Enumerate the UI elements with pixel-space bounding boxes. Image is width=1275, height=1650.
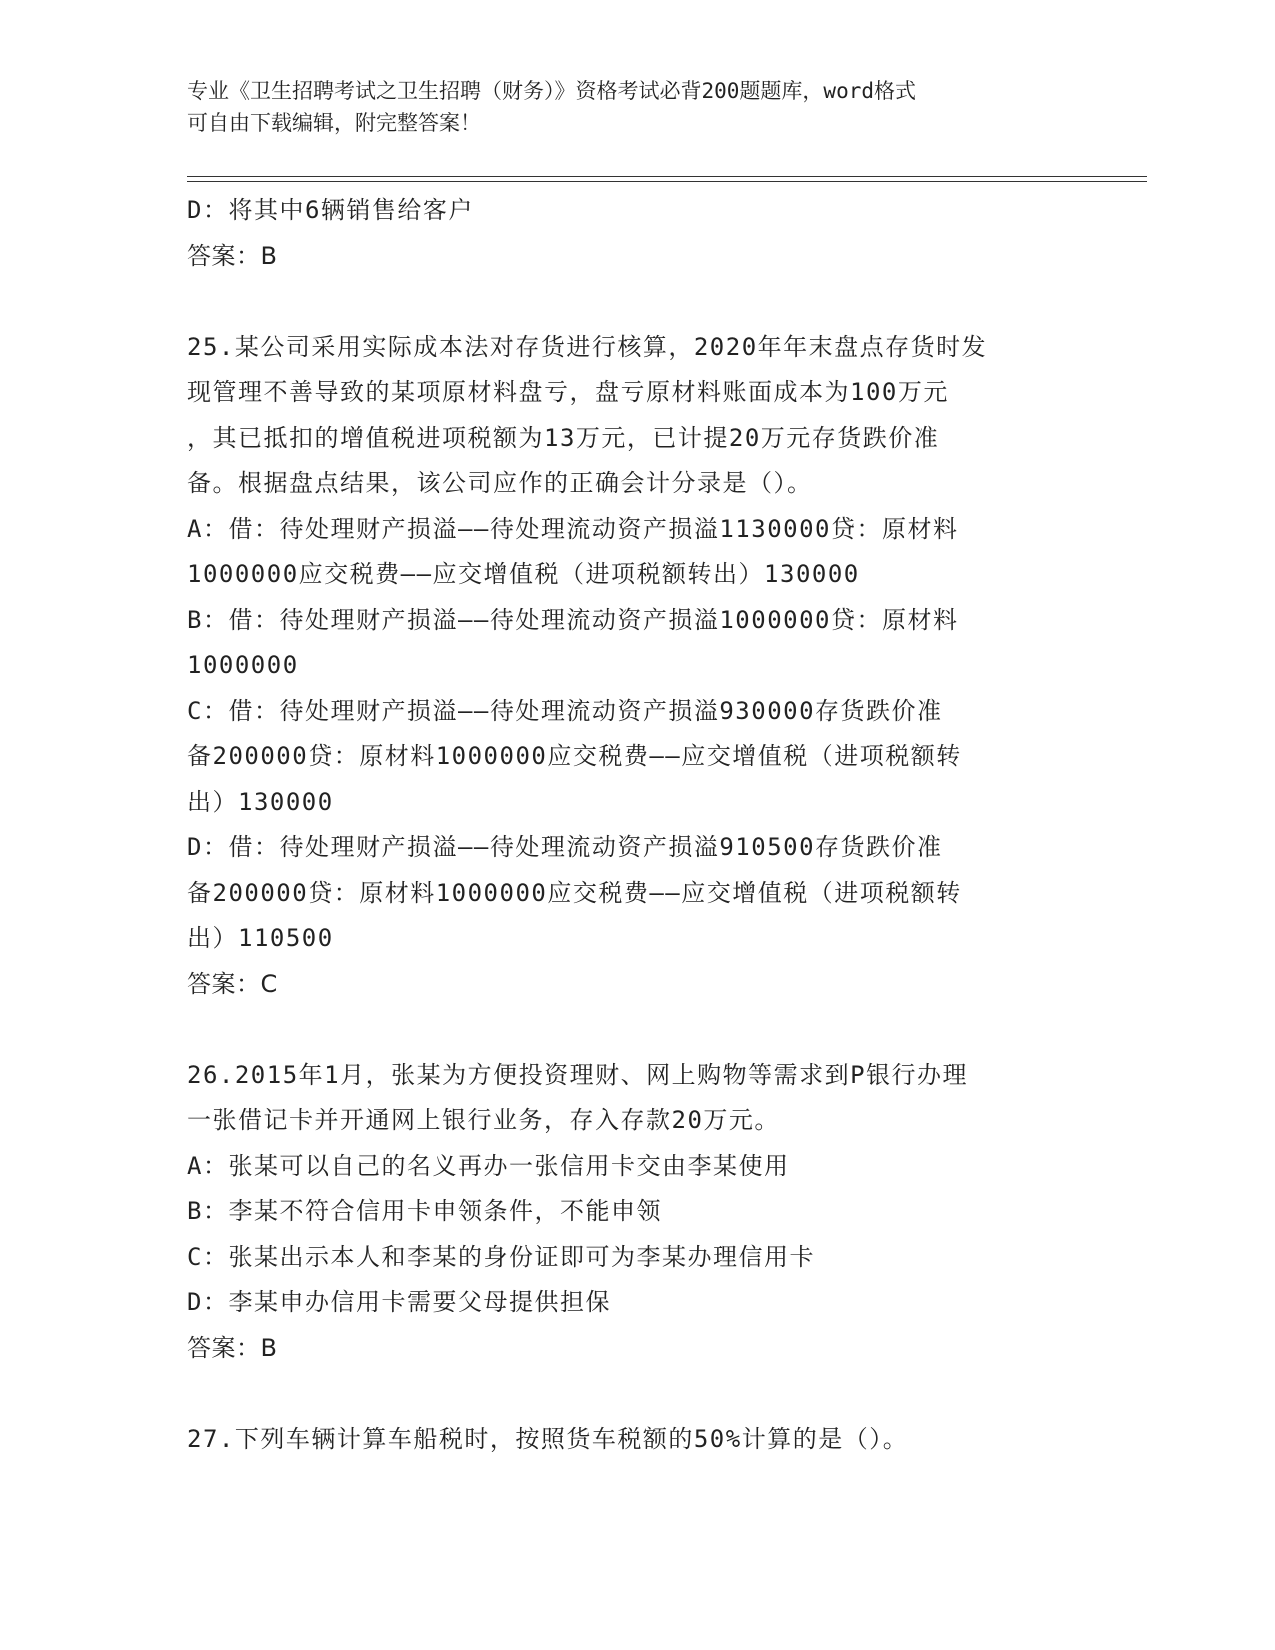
- q25-option-d-line: 备200000贷：原材料1000000应交税费——应交增值税（进项税额转: [187, 878, 962, 907]
- q25-stem-line: 备。根据盘点结果，该公司应作的正确会计分录是（）。: [187, 469, 813, 497]
- q25-option-c-line: C：借：待处理财产损溢——待处理流动资产损溢930000存货跌价准: [187, 696, 943, 725]
- document-body: [187, 188, 1087, 1462]
- q25-stem-line: ，其已抵扣的增值税进项税额为13万元，已计提20万元存货跌价准: [187, 423, 940, 452]
- q26-answer: 答案：B: [187, 1333, 278, 1362]
- q26-stem-line: 一张借记卡并开通网上银行业务，存入存款20万元。: [187, 1106, 780, 1134]
- q25-option-c-line: 出）130000: [187, 787, 334, 816]
- q26-option-a: A：张某可以自己的名义再办一张信用卡交由李某使用: [187, 1151, 790, 1180]
- q25-option-b-line: 1000000: [187, 651, 299, 679]
- page-header: [187, 75, 1087, 139]
- q26-option-b: B：李某不符合信用卡申领条件，不能申领: [187, 1197, 662, 1225]
- q24-option-d: D：将其中6辆销售给客户: [187, 196, 474, 224]
- q24-answer: 答案：B: [187, 241, 278, 270]
- q25-option-a-line: A：借：待处理财产损溢——待处理流动资产损溢1130000贷：原材料: [187, 514, 959, 543]
- q25-option-d-line: D：借：待处理财产损溢——待处理流动资产损溢910500存货跌价准: [187, 833, 943, 861]
- q25-answer: 答案：C: [187, 969, 278, 998]
- q26-stem-line: 26.2015年1月，张某为方便投资理财、网上购物等需求到P银行办理: [187, 1060, 969, 1089]
- header-title-line-1: 专业《卫生招聘考试之卫生招聘（财务）》资格考试必背200题题库，word格式: [187, 79, 916, 103]
- header-divider-bottom: [187, 181, 1147, 182]
- q25-option-a-line: 1000000应交税费——应交增值税（进项税额转出）130000: [187, 560, 860, 588]
- q26-option-c: C：张某出示本人和李某的身份证即可为李某办理信用卡: [187, 1242, 815, 1271]
- q25-option-b-line: B：借：待处理财产损溢——待处理流动资产损溢1000000贷：原材料: [187, 605, 959, 634]
- spacer: [187, 279, 1087, 325]
- q25-option-d-line: 出）110500: [187, 924, 334, 952]
- spacer: [187, 1371, 1087, 1417]
- q26-option-d: D：李某申办信用卡需要父母提供担保: [187, 1288, 611, 1316]
- q27-stem: 27.下列车辆计算车船税时，按照货车税额的50%计算的是（）。: [187, 1424, 909, 1453]
- spacer: [187, 1007, 1087, 1053]
- q25-stem-line: 25.某公司采用实际成本法对存货进行核算，2020年年末盘点存货时发: [187, 332, 988, 361]
- header-title-line-2: 可自由下载编辑，附完整答案！: [187, 111, 481, 135]
- q25-stem-line: 现管理不善导致的某项原材料盘亏，盘亏原材料账面成本为100万元: [187, 378, 949, 406]
- header-divider-top: [187, 176, 1147, 177]
- q25-option-c-line: 备200000贷：原材料1000000应交税费——应交增值税（进项税额转: [187, 742, 962, 770]
